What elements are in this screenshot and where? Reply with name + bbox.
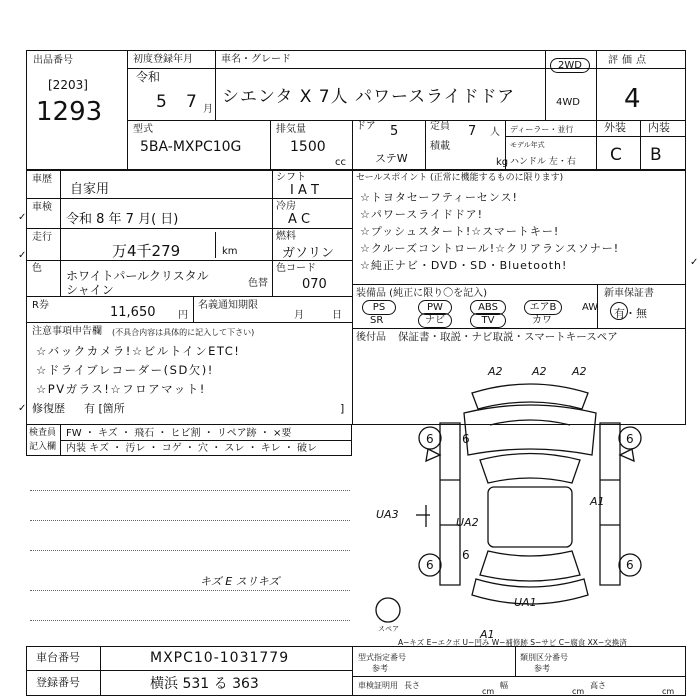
reg-month: 7 — [186, 92, 197, 112]
lot-code: [2203] — [48, 78, 88, 92]
first-reg-label: 初度登録年月 — [133, 54, 193, 65]
color-code-label: 色コード — [276, 263, 316, 274]
displacement-value: 1500 — [290, 139, 326, 155]
inspector-label-1: 検査員 — [29, 428, 57, 438]
sales-line-3: ☆プッシュスタート!☆スマートキー! — [360, 225, 560, 238]
exterior-value: C — [610, 145, 622, 165]
drive-2wd: 2WD — [550, 58, 590, 73]
sales-line-2: ☆パワースライドドア! — [360, 208, 484, 221]
mark-a2-3: A2 — [572, 365, 587, 378]
sales-line-4: ☆クルーズコントロール!☆クリアランスソナー! — [360, 242, 620, 255]
category-sub: 参考 — [534, 664, 550, 673]
color-label: 色 — [32, 263, 42, 274]
check-mark-2: ✓ — [18, 250, 27, 261]
notes-sub-label: (不具合内容は具体的に記入して下さい) — [112, 328, 255, 337]
mileage-unit: km — [222, 246, 238, 257]
color-value-2: シャイン — [66, 283, 114, 297]
fuel-label: 燃料 — [276, 231, 296, 242]
equipment-label: 装備品 (純正に限り〇を記入) — [356, 288, 487, 299]
note-line-3: ☆PVガラス!☆フロアマット! — [36, 382, 206, 396]
sales-line-1: ☆トヨタセーフティーセンス! — [360, 191, 518, 204]
interior-label: 内装 — [648, 121, 670, 134]
check-mark-4: ✓ — [18, 403, 27, 414]
equip-airbag: エアB — [524, 300, 562, 315]
repair-label: 修復歴 — [32, 402, 65, 415]
plate-value: 横浜 531 る 363 — [150, 676, 259, 692]
plate-label: 登録番号 — [36, 676, 80, 689]
interior-value: B — [650, 145, 662, 165]
mark-a1-2: A1 — [480, 628, 495, 641]
equip-sr: SR — [370, 315, 384, 326]
inspection-value: 令和 8 年 7 月( 日) — [66, 212, 179, 227]
length-unit: cm — [482, 687, 495, 696]
height-label: 高さ — [590, 681, 606, 690]
note-line-2: ☆ドライブレコーダー(SD欠)! — [36, 363, 214, 377]
color-no-label: 色替 — [248, 278, 268, 289]
equip-pw: PW — [418, 300, 452, 315]
repair-value: 有 [箇所 — [84, 402, 125, 415]
drive-4wd: 4WD — [556, 97, 580, 108]
warranty-value: 有・無 — [614, 307, 647, 320]
category-label: 類別区分番号 — [520, 653, 568, 662]
goods-label: 後付品 — [356, 332, 386, 343]
usage-label: 車歴 — [32, 174, 52, 185]
recycle-value: 11,650 — [110, 305, 156, 320]
sales-line-5: ☆純正ナビ・DVD・SD・Bluetooth! — [360, 259, 568, 272]
inspector-label-2: 記入欄 — [29, 442, 57, 452]
lot-label: 出品番号 — [33, 55, 73, 66]
load-label: 積載 — [430, 141, 450, 152]
door-value: 5 — [390, 124, 399, 139]
sales-points-label: セールスポイント (正常に機能するものに限ります) — [356, 173, 564, 183]
equip-abs: ABS — [470, 300, 506, 315]
cert-label: 車検証明用 — [358, 681, 398, 690]
recycle-label: R券 — [32, 300, 49, 311]
exterior-label: 外装 — [604, 121, 626, 134]
handle-label: ハンドル 左・右 — [510, 157, 576, 167]
fuel-value: ガソリン — [282, 246, 335, 261]
usage-value: 自家用 — [70, 182, 110, 197]
equip-leather: カワ — [532, 315, 552, 326]
mark-a2-1: A2 — [488, 365, 503, 378]
mark-6-5: 6 — [626, 558, 634, 572]
color-code-value: 070 — [302, 277, 327, 292]
mileage-value: 万4千279 — [112, 242, 181, 260]
wagon-value: ステW — [375, 152, 408, 165]
equip-tv: TV — [470, 313, 506, 328]
width-label: 幅 — [500, 681, 508, 690]
warranty-label: 新車保証書 — [604, 288, 654, 299]
model-label: 車名・グレード — [221, 54, 291, 65]
lot-number: 1293 — [36, 97, 103, 127]
form-label: 型式指定番号 — [358, 653, 406, 662]
mark-6-3: 6 — [462, 548, 470, 562]
model-name: シエンタ X 7人 パワースライドドア — [222, 87, 516, 107]
type-label: 型式 — [133, 124, 153, 135]
model-year-label: モデル年式 — [510, 141, 545, 149]
car-diagram — [360, 365, 690, 625]
mark-a2-2: A2 — [532, 365, 547, 378]
mark-ua3: UA3 — [376, 508, 399, 521]
capacity-unit: 人 — [490, 127, 500, 138]
era-label: 令和 — [136, 70, 161, 84]
goods-value: 保証書・取説・ナビ取説・スマートキースペア — [398, 331, 618, 343]
mark-ua1: UA1 — [514, 596, 537, 609]
damage-legend: A−キズ E−エクボ U−凹み W−補修跡 S−サビ C−腐食 XX−交換済 — [398, 638, 627, 647]
inspection-label: 車検 — [32, 202, 52, 213]
displacement-unit: cc — [335, 157, 346, 168]
grade-value: 4 — [624, 84, 641, 114]
month-unit: 月 — [203, 104, 213, 115]
form-sub: 参考 — [372, 664, 388, 673]
chassis-label: 車台番号 — [36, 651, 80, 664]
mark-a1: A1 — [590, 495, 605, 508]
repair-bracket-end: ] — [340, 402, 345, 415]
capacity-value: 7 — [468, 124, 477, 139]
dealer-label: ディーラー・並行 — [510, 125, 574, 134]
notice-month: 月 — [294, 310, 304, 321]
mark-6-1: 6 — [426, 432, 434, 446]
height-unit: cm — [662, 687, 675, 696]
capacity-label: 定員 — [430, 121, 450, 132]
chassis-value: MXPC10-1031779 — [150, 650, 290, 666]
reg-year: 5 — [156, 92, 167, 112]
shift-value: I A T — [290, 183, 319, 198]
handwritten-note: キズ E スリキズ — [200, 575, 280, 588]
mark-6-4: 6 — [426, 558, 434, 572]
mark-6-6: 6 — [462, 432, 470, 446]
notice-day: 日 — [332, 310, 342, 321]
inspector-fw-line: FW ・ キズ ・ 飛石 ・ ヒビ割 ・ リペア跡 ・ ×要 — [66, 428, 292, 439]
grade-label: 評価点 — [608, 55, 650, 66]
mark-6-2: 6 — [626, 432, 634, 446]
length-label: 長さ — [404, 681, 420, 690]
door-label: ドア — [356, 121, 376, 132]
note-line-1: ☆バックカメラ!☆ビルトインETC! — [36, 344, 241, 358]
notice-label: 名義通知期限 — [198, 300, 258, 311]
footer-frame — [26, 646, 686, 696]
equip-navi: ナビ — [418, 313, 452, 328]
mileage-label: 走行 — [32, 232, 52, 243]
shift-label: シフト — [276, 172, 306, 183]
type-value: 5BA-MXPC10G — [140, 139, 242, 155]
ac-label: 冷房 — [276, 201, 296, 212]
displacement-label: 排気量 — [276, 124, 306, 135]
recycle-unit: 円 — [178, 310, 188, 321]
width-unit: cm — [572, 687, 585, 696]
spare-label: スペア — [378, 625, 399, 633]
mark-ua2: UA2 — [456, 516, 479, 529]
warranty-circle — [610, 302, 628, 320]
notes-label: 注意事項申告欄 — [32, 326, 102, 337]
check-mark: ✓ — [18, 212, 27, 223]
load-unit: kg — [496, 157, 509, 168]
ac-value: A C — [288, 212, 311, 227]
inspector-in-line: 内装 キズ ・ 汚レ ・ コゲ ・ 穴 ・ スレ ・ キレ ・ 破レ — [66, 443, 318, 454]
color-value-1: ホワイトパールクリスタル — [66, 269, 209, 283]
equip-aw: AW — [582, 302, 599, 313]
check-mark-3: ✓ — [690, 257, 699, 268]
equip-ps: PS — [362, 300, 396, 315]
